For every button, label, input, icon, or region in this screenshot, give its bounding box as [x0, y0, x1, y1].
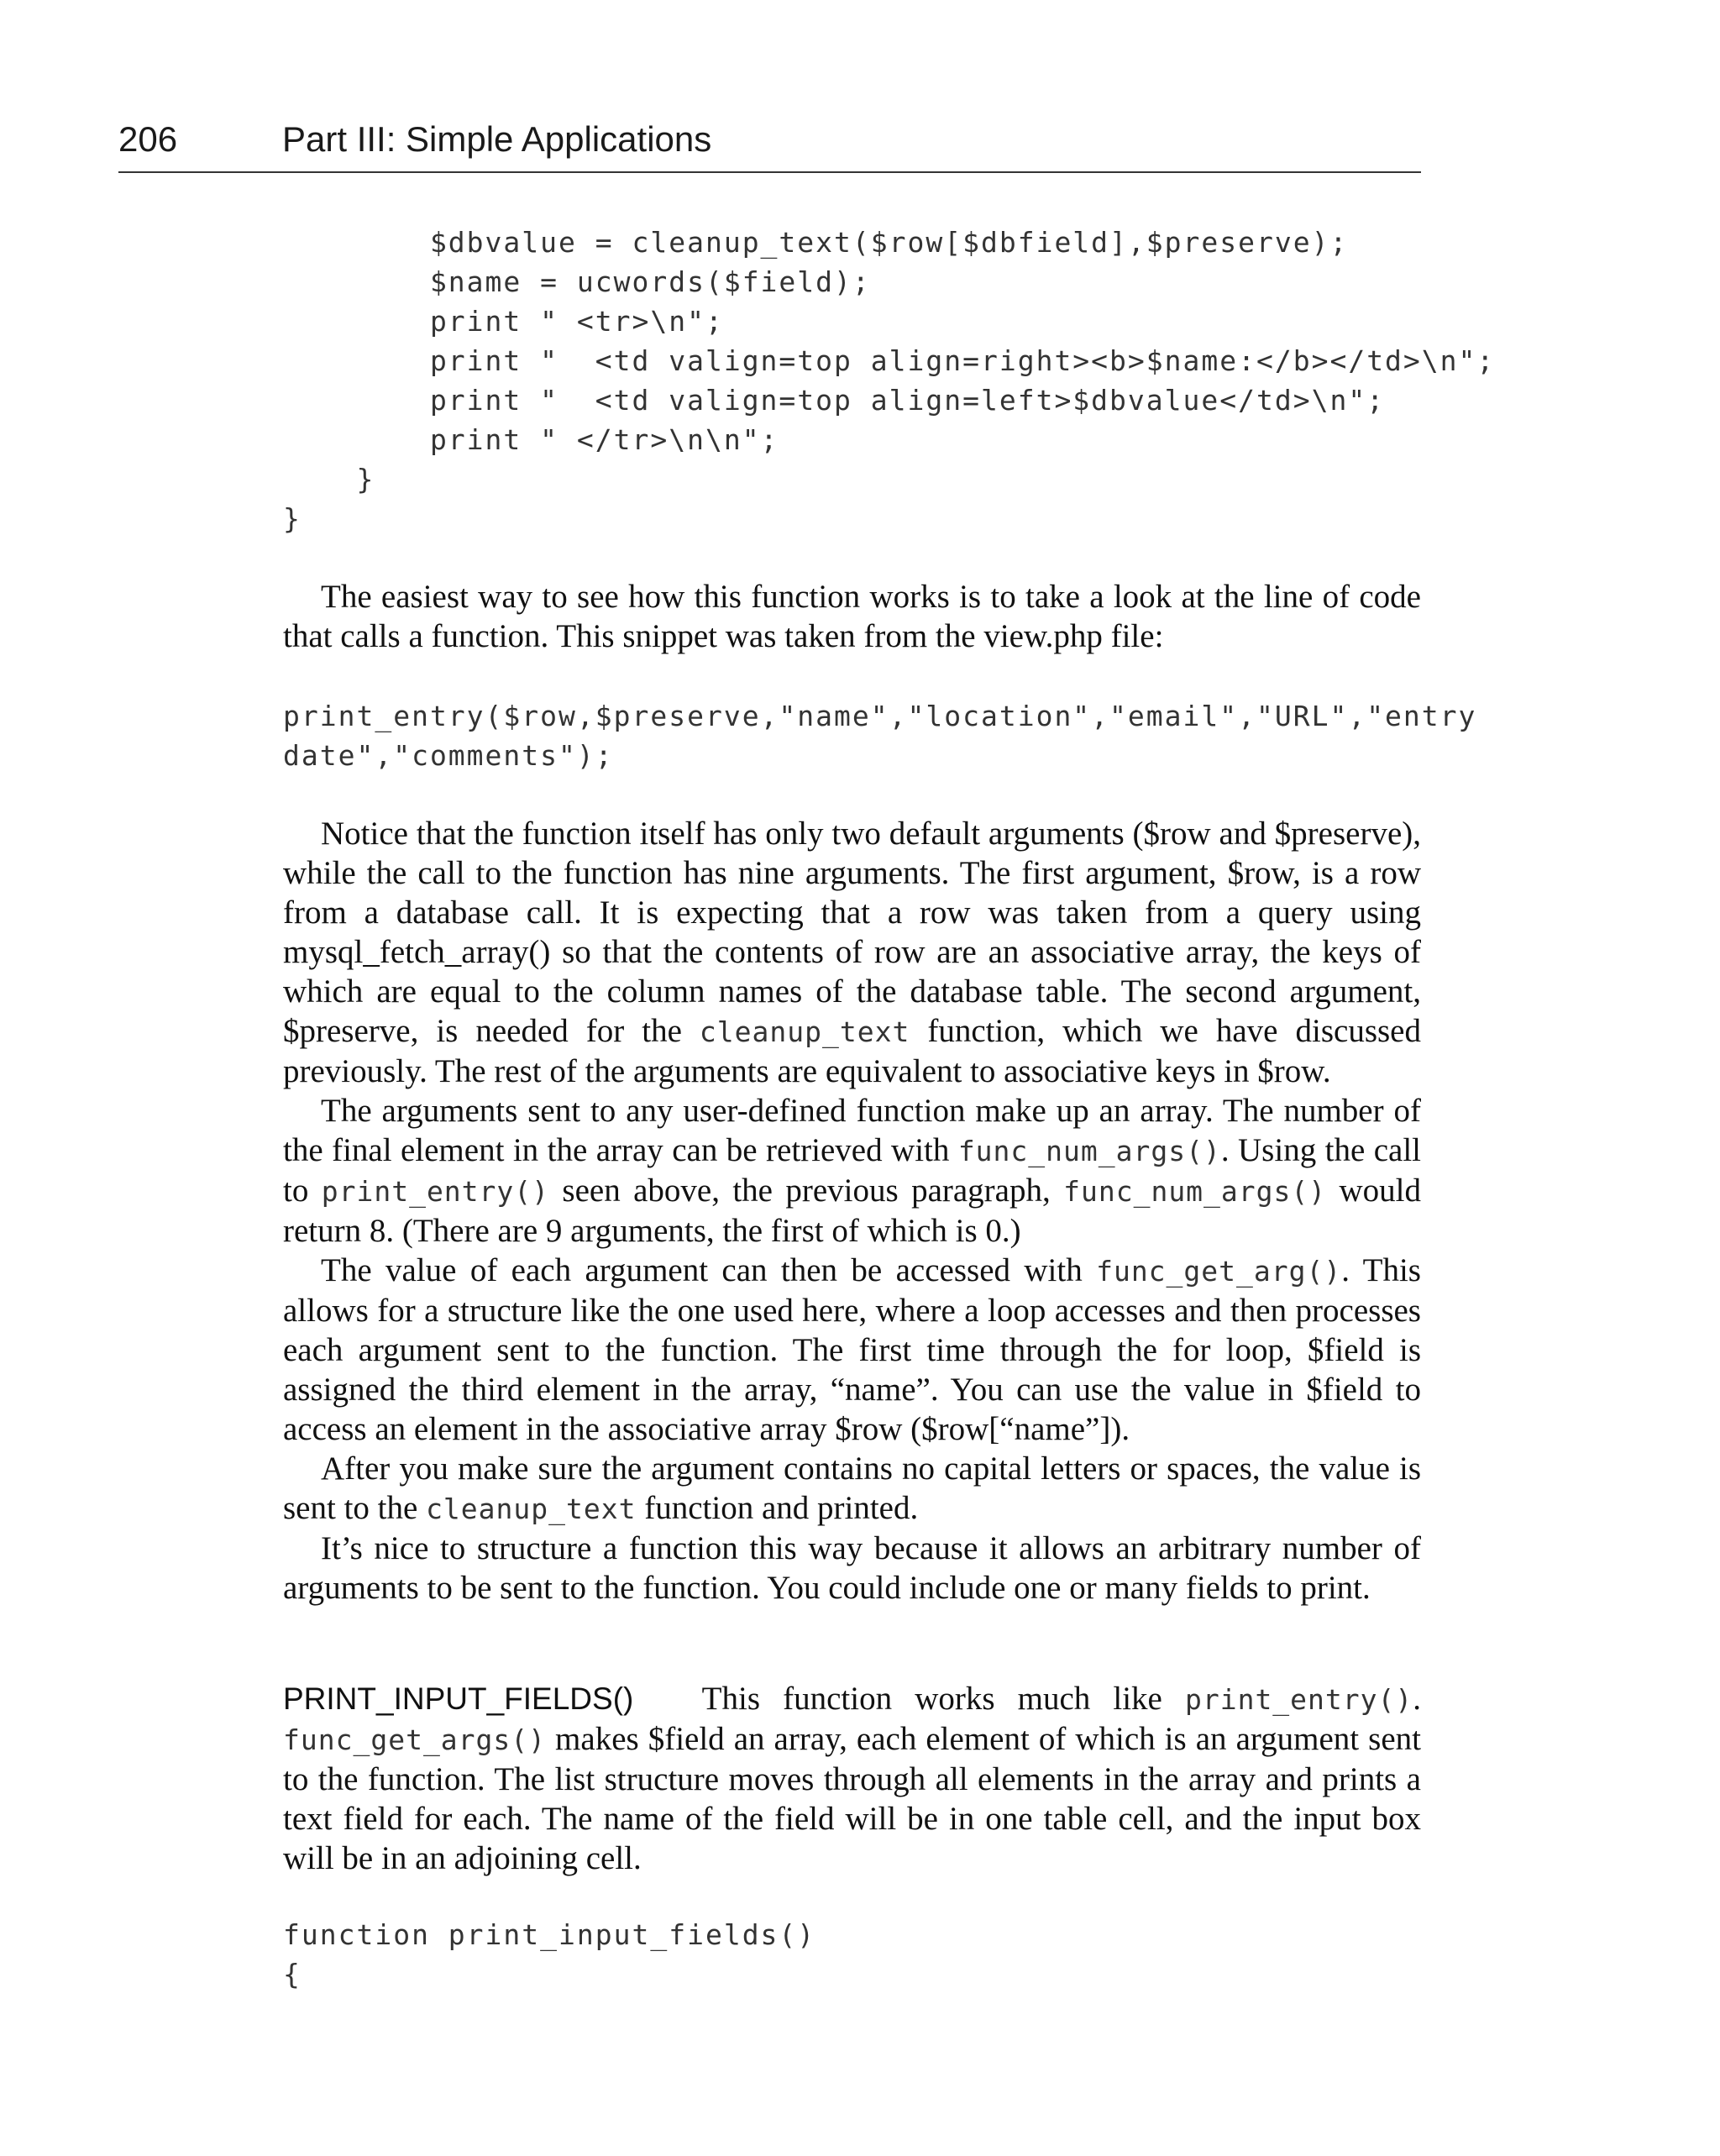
code-line: print_entry($row,$preserve,"name","location","email","URL","entry: [283, 700, 1477, 732]
inline-code: func_get_arg(): [1096, 1255, 1342, 1288]
inline-code: cleanup_text: [699, 1015, 910, 1048]
code-line: print " <tr>\n";: [283, 305, 724, 338]
paragraph-intro: [283, 577, 1421, 656]
section-print-input-fields: [283, 1679, 1421, 1878]
inline-code: print_entry(): [321, 1175, 550, 1208]
code-line: }: [283, 463, 375, 496]
code-line: }: [283, 502, 302, 535]
paragraph-value: The value of each argument can then be accessed with func_get_arg(). This allows for a structure like the one used here, where a loop accesses and then processes each argument sent to the function. The first time through the for loop, $field is assigned the third element in the array, “name”. You can use the value in $field to access an element in the associative array $row ($row[“name”]).: [283, 1252, 1421, 1447]
running-header: [118, 118, 1421, 173]
code-line: $dbvalue = cleanup_text($row[$dbfield],$preserve);: [283, 226, 1349, 259]
code-line: $name = ucwords($field);: [283, 265, 871, 298]
code-block-print-entry-body: [283, 223, 1495, 538]
inline-code: cleanup_text: [426, 1492, 637, 1525]
inline-code: func_num_args(): [957, 1135, 1221, 1167]
code-block-print-entry-call: [283, 696, 1476, 775]
code-line: {: [283, 1958, 302, 1991]
paragraph-text: The easiest way to see how this function works is to take a look at the line of code that calls a function. This snippet was taken from the view.php file:: [283, 579, 1421, 654]
inline-code: func_get_args(): [283, 1723, 547, 1756]
inline-code: func_num_args(): [1063, 1175, 1327, 1208]
paragraph-after: After you make sure the argument contains no capital letters or spaces, the value is sent to the cleanup_text function and printed.: [283, 1450, 1421, 1526]
page-number: 206: [118, 119, 178, 159]
body-text-section: [283, 814, 1421, 1608]
run-in-heading: PRINT_INPUT_FIELDS(): [283, 1681, 634, 1716]
code-block-print-input-fields: [283, 1915, 815, 1994]
paragraph-print-input-fields: PRINT_INPUT_FIELDS() This function works much like print_entry(). func_get_args() makes $field an array, each element of which is an argument sent to the function. The list structure moves through all elements in the array and prints a text field for each. The name of the field will be in one table cell, and the input box will be in an adjoining cell.: [283, 1681, 1421, 1876]
running-title: Part III: Simple Applications: [282, 119, 712, 159]
code-line: date","comments");: [283, 739, 614, 772]
code-line: function print_input_fields(): [283, 1918, 816, 1951]
code-line: print " </tr>\n\n";: [283, 423, 779, 456]
code-line: print " <td valign=top align=left>$dbvalue</td>\n";: [283, 384, 1386, 417]
code-line: print " <td valign=top align=right><b>$name:</b></td>\n";: [283, 344, 1496, 377]
paragraph-arguments: The arguments sent to any user-defined function make up an array. The number of the final element in the array can be retrieved with func_num_args(). Using the call to print_entry() seen above, the previous paragraph, func_num_args() would return 8. (There are 9 arguments, the first of which is 0.): [283, 1093, 1422, 1249]
paragraph-notice: Notice that the function itself has only two default arguments ($row and $preserve), while the call to the function has nine arguments. The first argument, $row, is a row from a database call. It is expecting that a row was taken from a query using mysql_fetch_array() so that the contents of row are an associative array, the keys of which are equal to the column names of the database table. The second argument, $preserve, is needed for the cleanup_text function, which we have discussed previously. The rest of the arguments are equivalent to associative keys in $row.: [283, 816, 1421, 1089]
paragraph-nice: It’s nice to structure a function this way because it allows an arbitrary number of arguments to be sent to the function. You could include one or many fields to print.: [283, 1530, 1421, 1606]
inline-code: print_entry(): [1184, 1683, 1413, 1716]
